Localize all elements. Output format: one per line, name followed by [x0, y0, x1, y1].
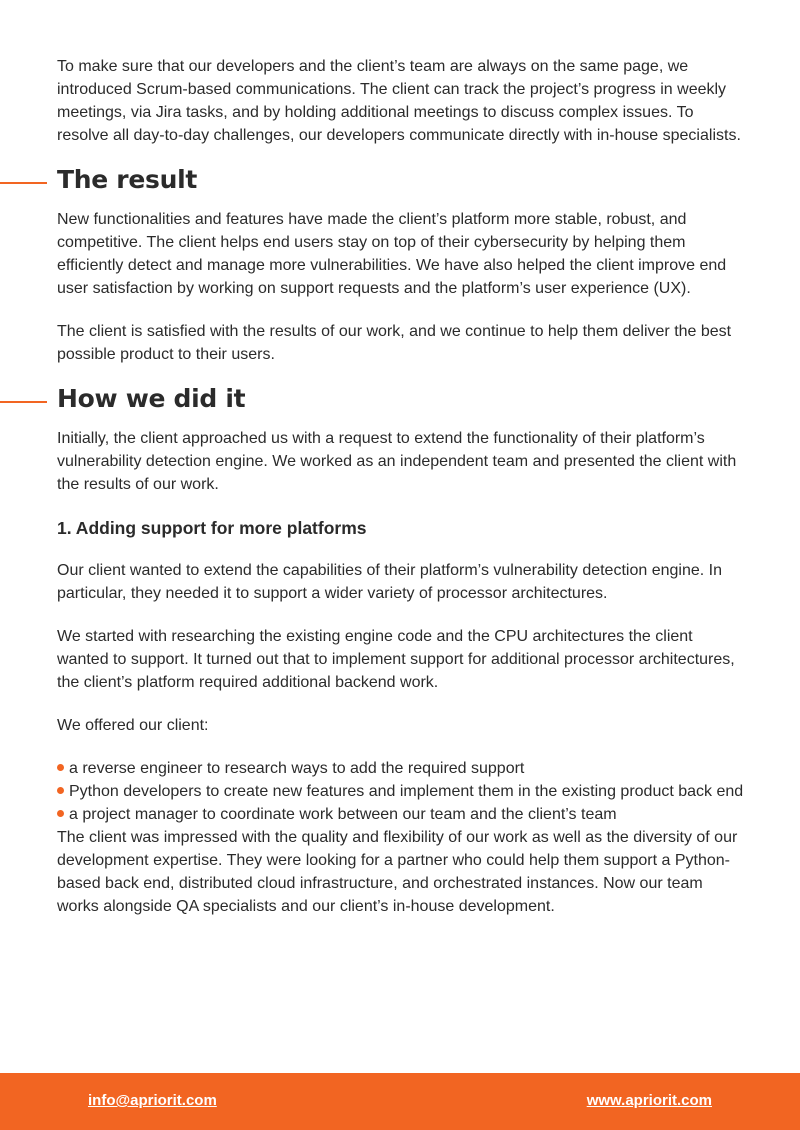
list-item-text: Python developers to create new features and implement them in the existing product back end [69, 783, 744, 800]
how-paragraph-2: We started with researching the existing engine code and the CPU architectures the client wanted to support. It turned out that to implement support for additional processor architectures, the client’s platform required additional backend work. [57, 628, 735, 691]
bullet-icon [57, 787, 64, 794]
result-heading [57, 163, 745, 197]
how-intro-paragraph: Initially, the client approached us with a request to extend the functionality of their platform’s vulnerability detection engine. We worked as an independent team and presented the client with the results of our work. [57, 430, 737, 493]
email-link[interactable]: info@apriorit.com [88, 1092, 217, 1109]
bullet-icon [57, 810, 64, 817]
list-item-text: a project manager to coordinate work between our team and the client’s team [69, 806, 617, 823]
how-paragraph-3: We offered our client: [57, 717, 209, 734]
heading-accent-bar [0, 401, 47, 403]
intro-paragraph: To make sure that our developers and the client’s team are always on the same page, we introduced Scrum-based communications. The client can track the project’s progress in weekly meetings, via Jira tasks, and by holding additional meetings to discuss complex issues. To resolve all day-to-day challenges, our developers communicate directly with in-house specialists. [57, 58, 741, 144]
closing-paragraph: The client was impressed with the quality and flexibility of our work as well as the diversity of our development expertise. They were looking for a partner who could help them support a Python-based back end, distributed cloud infrastructure, and orchestrated instances. Now our team works alongside QA specialists and our client’s in-house development. [57, 829, 738, 915]
how-paragraph-1: Our client wanted to extend the capabilities of their platform’s vulnerability detection engine. In particular, they needed it to support a wider variety of processor architectures. [57, 562, 722, 602]
list-item [57, 803, 745, 826]
website-link[interactable]: www.apriorit.com [586, 1092, 712, 1109]
footer-bar [0, 1073, 800, 1130]
list-item-text: a reverse engineer to research ways to add the required support [69, 760, 525, 777]
list-item [57, 757, 745, 780]
document-body [57, 55, 745, 918]
result-paragraph-1: New functionalities and features have made the client’s platform more stable, robust, and competitive. The client helps end users stay on top of their cybersecurity by helping them efficiently detect and manage more vulnerabilities. We have also helped the client improve end user satisfaction by working on support requests and the platform’s user experience (UX). [57, 211, 727, 297]
list-item [57, 780, 745, 803]
how-heading-text: How we did it [57, 384, 246, 413]
result-paragraph-2: The client is satisfied with the results of our work, and we continue to help them deliver the best possible product to their users. [57, 323, 732, 363]
result-heading-text: The result [57, 165, 197, 194]
bullet-icon [57, 764, 64, 771]
how-heading [57, 382, 745, 416]
subsection-heading: 1. Adding support for more platforms [57, 518, 367, 538]
heading-accent-bar [0, 182, 47, 184]
